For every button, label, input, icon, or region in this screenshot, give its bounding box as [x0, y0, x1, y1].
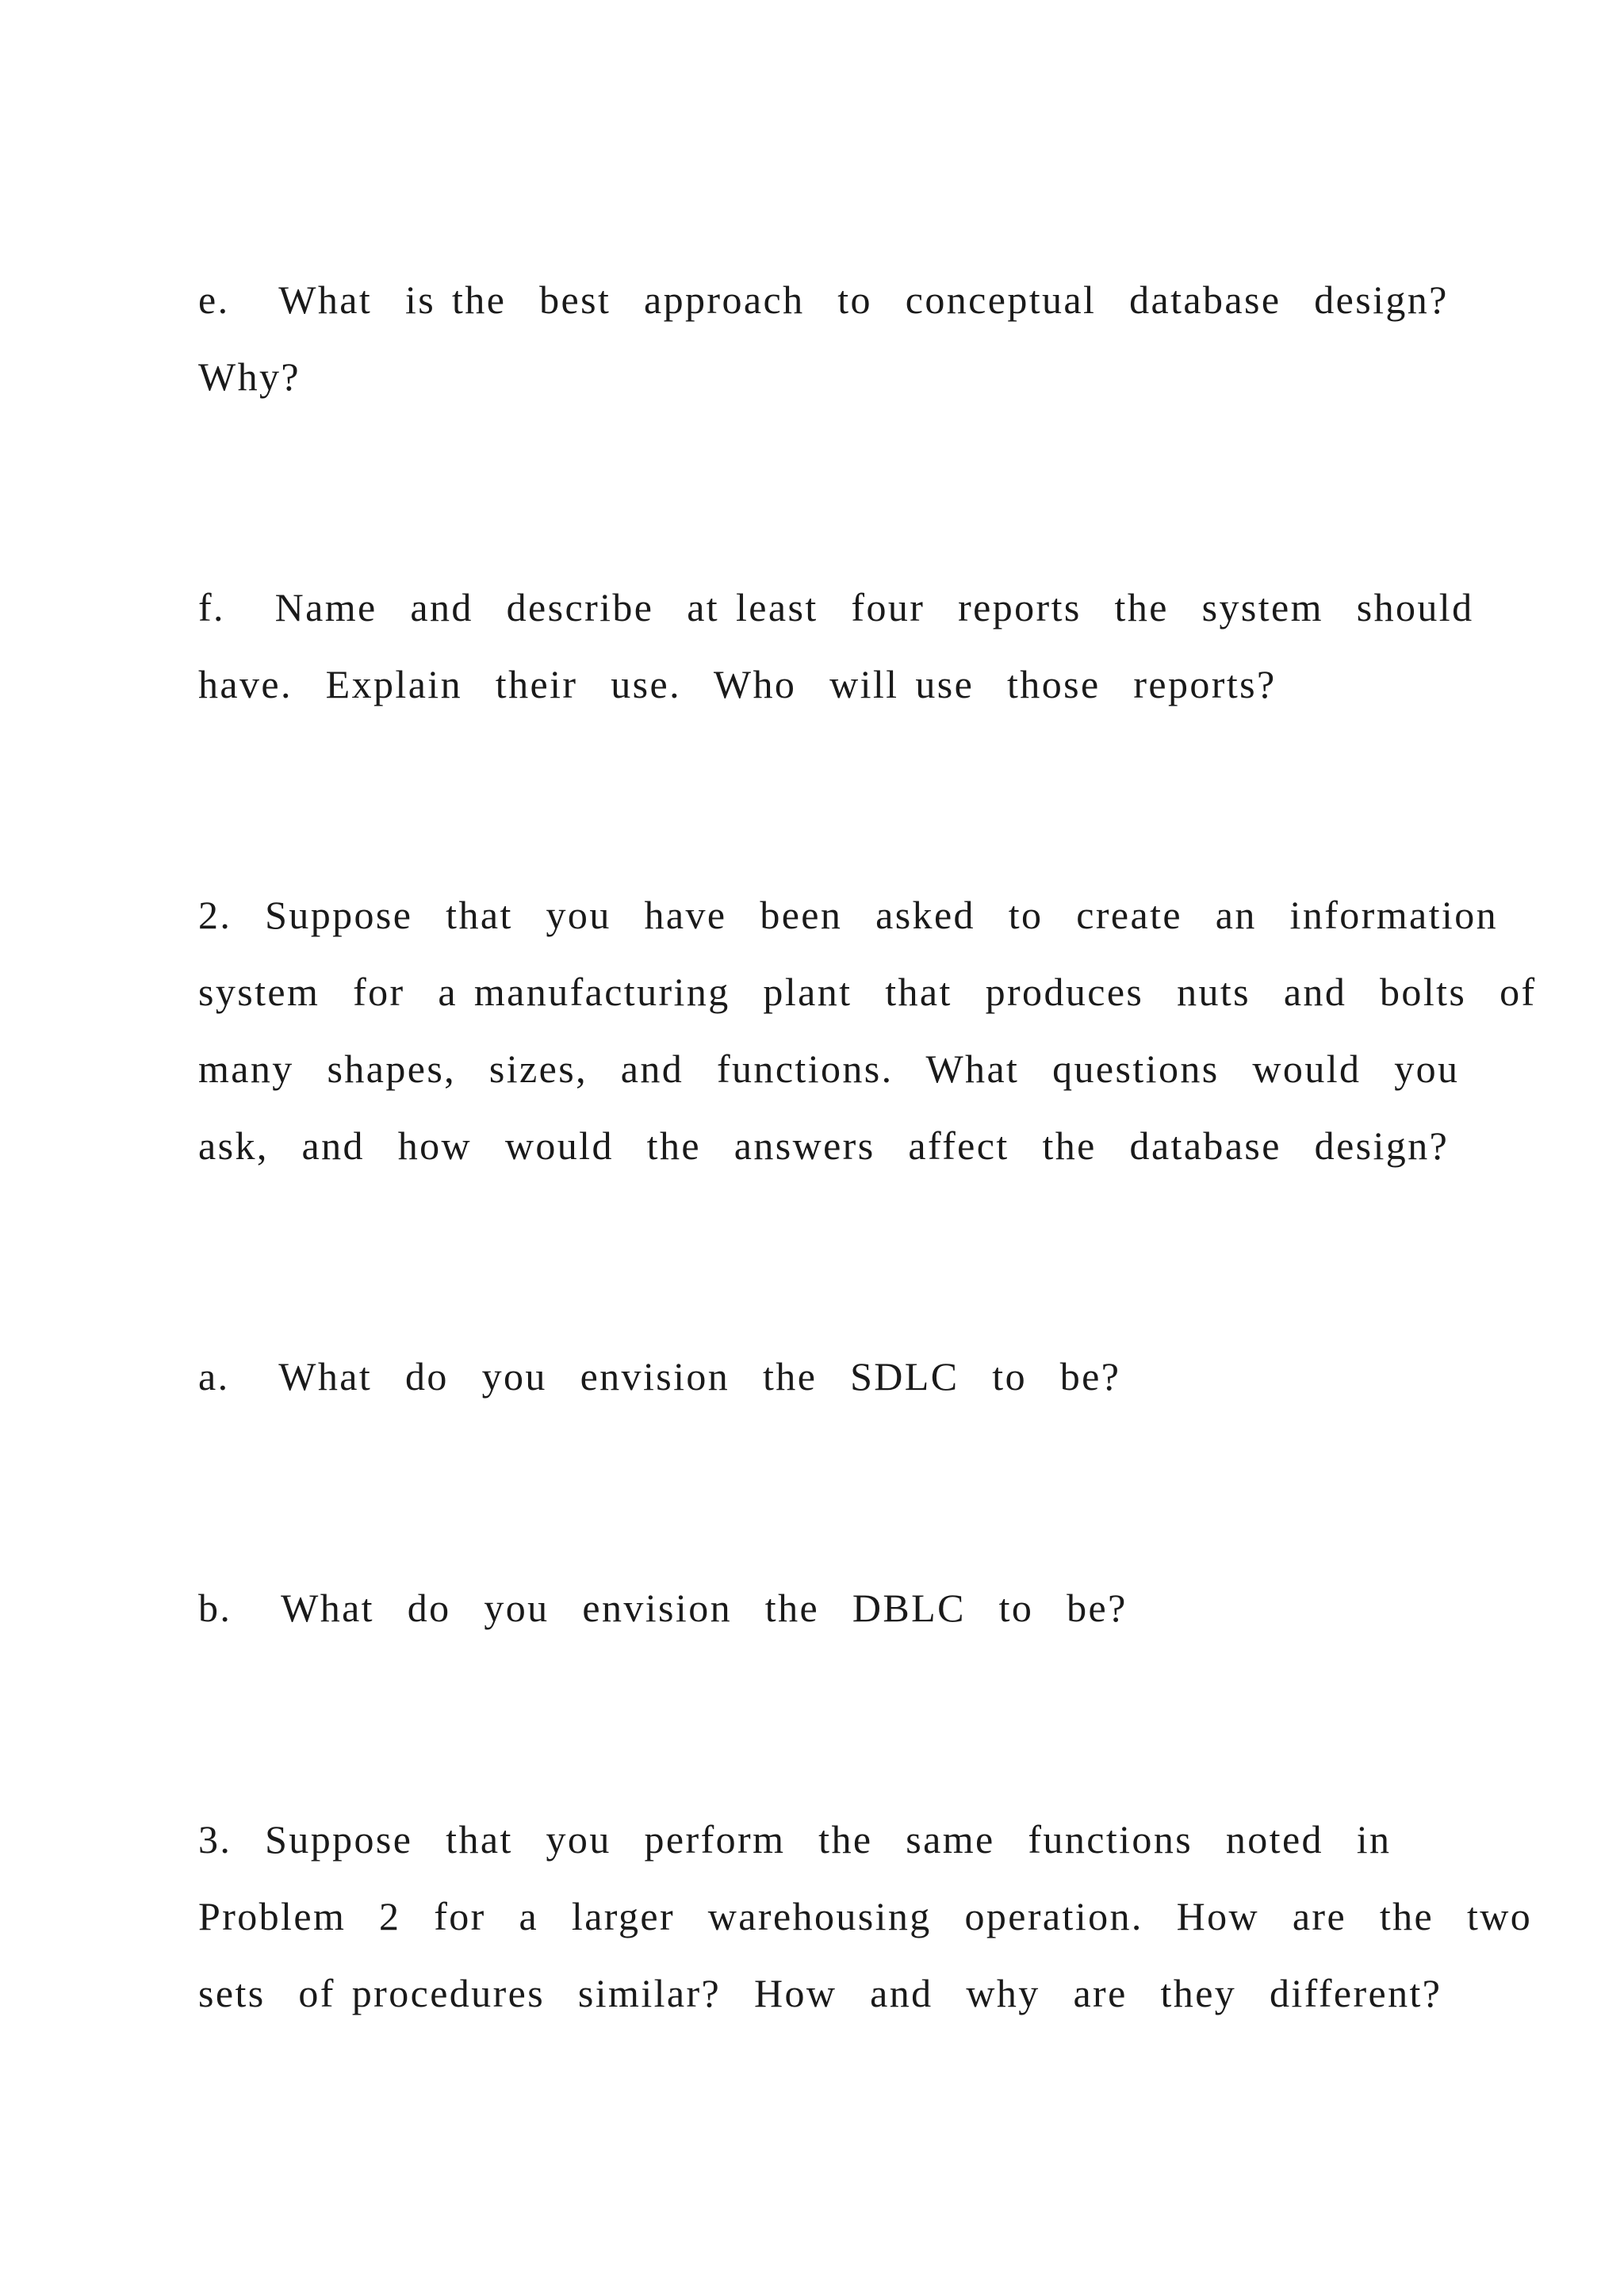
question-b-line-1: b. What do you envision the DBLC to be?: [198, 1586, 1128, 1630]
question-e: [198, 262, 1467, 415]
question-e-line-1: e. What is the best approach to conceptual database design?: [198, 277, 1449, 322]
question-3: [198, 1801, 1533, 2032]
question-f: [198, 569, 1474, 723]
question-2-line-4: ask, and how would the answers affect the database design?: [198, 1123, 1450, 1168]
question-a: [198, 1338, 1467, 1415]
question-3-line-1: 3. Suppose that you perform the same functions noted in: [198, 1817, 1392, 1862]
question-3-line-3: sets of procedures similar? How and why are they different?: [198, 1971, 1442, 2015]
question-2-line-3: many shapes, sizes, and functions. What questions would you: [198, 1047, 1460, 1091]
question-a-line-1: a. What do you envision the SDLC to be?: [198, 1354, 1121, 1399]
question-2-line-1: 2. Suppose that you have been asked to create an information: [198, 893, 1499, 937]
question-2: [198, 877, 1537, 1184]
question-f-line-2: have. Explain their use. Who will use those reports?: [198, 662, 1277, 706]
question-2-line-2: system for a manufacturing plant that produces nuts and bolts of: [198, 970, 1537, 1014]
question-3-line-2: Problem 2 for a larger warehousing operation. How are the two: [198, 1894, 1533, 1938]
question-e-line-2: Why?: [198, 354, 301, 399]
question-b: [198, 1570, 1467, 1647]
question-f-line-1: f. Name and describe at least four reports the system should: [198, 585, 1474, 629]
